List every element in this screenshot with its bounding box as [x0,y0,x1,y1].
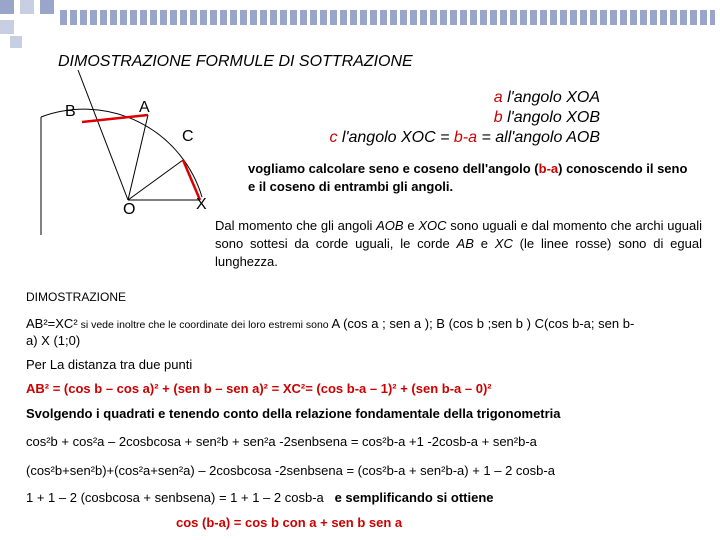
angle-definitions [230,88,600,148]
point-label-x: X [196,196,207,213]
equation-1: cos²b + cos²a – 2cosbcosa + sen²b + sen²a -2senbsena = cos²b-a +1 -2cosb-a + sen²b-a [26,434,537,449]
coordinates-line-2: a) X (1;0) [26,333,81,348]
expanding-statement: Svolgendo i quadrati e tenendo conto della relazione fondamentale della trigonometria [26,406,561,421]
decor-square [10,36,22,48]
radius-ob [78,70,128,200]
distance-label: Per La distanza tra due punti [26,357,193,372]
equation-3: 1 + 1 – 2 (cosbcosa + senbsena) = 1 + 1 – 2 cosb-a e semplificando si ottiene [26,490,494,505]
coordinates-line-1: AB²=XC² si vede inoltre che le coordinate dei loro estremi sono A (cos a ; sen a ); B (cos b ;sen b ) C(cos b-a; sen b- [26,316,635,331]
equation-2: (cos²b+sen²b)+(cos²a+sen²a) – 2cosbcosa -2senbsena = (cos²b-a + sen²b-a) + 1 – 2 cosb-a [26,463,555,478]
demonstration-heading: DIMOSTRAZIONE [26,290,127,304]
decor-square [0,0,14,14]
definition-b: b l'angolo XOB [493,109,600,126]
definition-c: c l'angolo XOC = b-a = all'angolo AOB [329,129,600,146]
page-title: DIMOSTRAZIONE FORMULE DI SOTTRAZIONE [58,53,413,70]
chord-xc [183,160,200,200]
point-label-b: B [65,103,76,120]
decor-square [40,0,54,14]
point-label-o: O [123,201,136,218]
title-stripe [60,10,715,25]
definition-a: a l'angolo XOA [493,89,600,106]
distance-formula: AB² = (cos b – cos a)² + (sen b – sen a)² = XC²= (cos b-a – 1)² + (sen b-a – 0)² [26,381,492,396]
result-formula: cos (b-a) = cos b con a + sen b sen a [176,515,403,530]
point-label-c: C [182,128,194,145]
point-label-a: A [139,99,150,116]
decor-square [0,20,14,34]
decor-square [20,0,34,14]
goal-statement: vogliamo calcolare seno e coseno dell'angolo (b-a) conoscendo il seno e il coseno di entrambi gli angoli. [248,161,688,194]
explanation-paragraph: Dal momento che gli angoli AOB e XOC sono uguali e dal momento che archi uguali sono sottesi da corde uguali, le corde AB e XC (le linee rosse) sono di egual lunghezza. [215,218,702,269]
